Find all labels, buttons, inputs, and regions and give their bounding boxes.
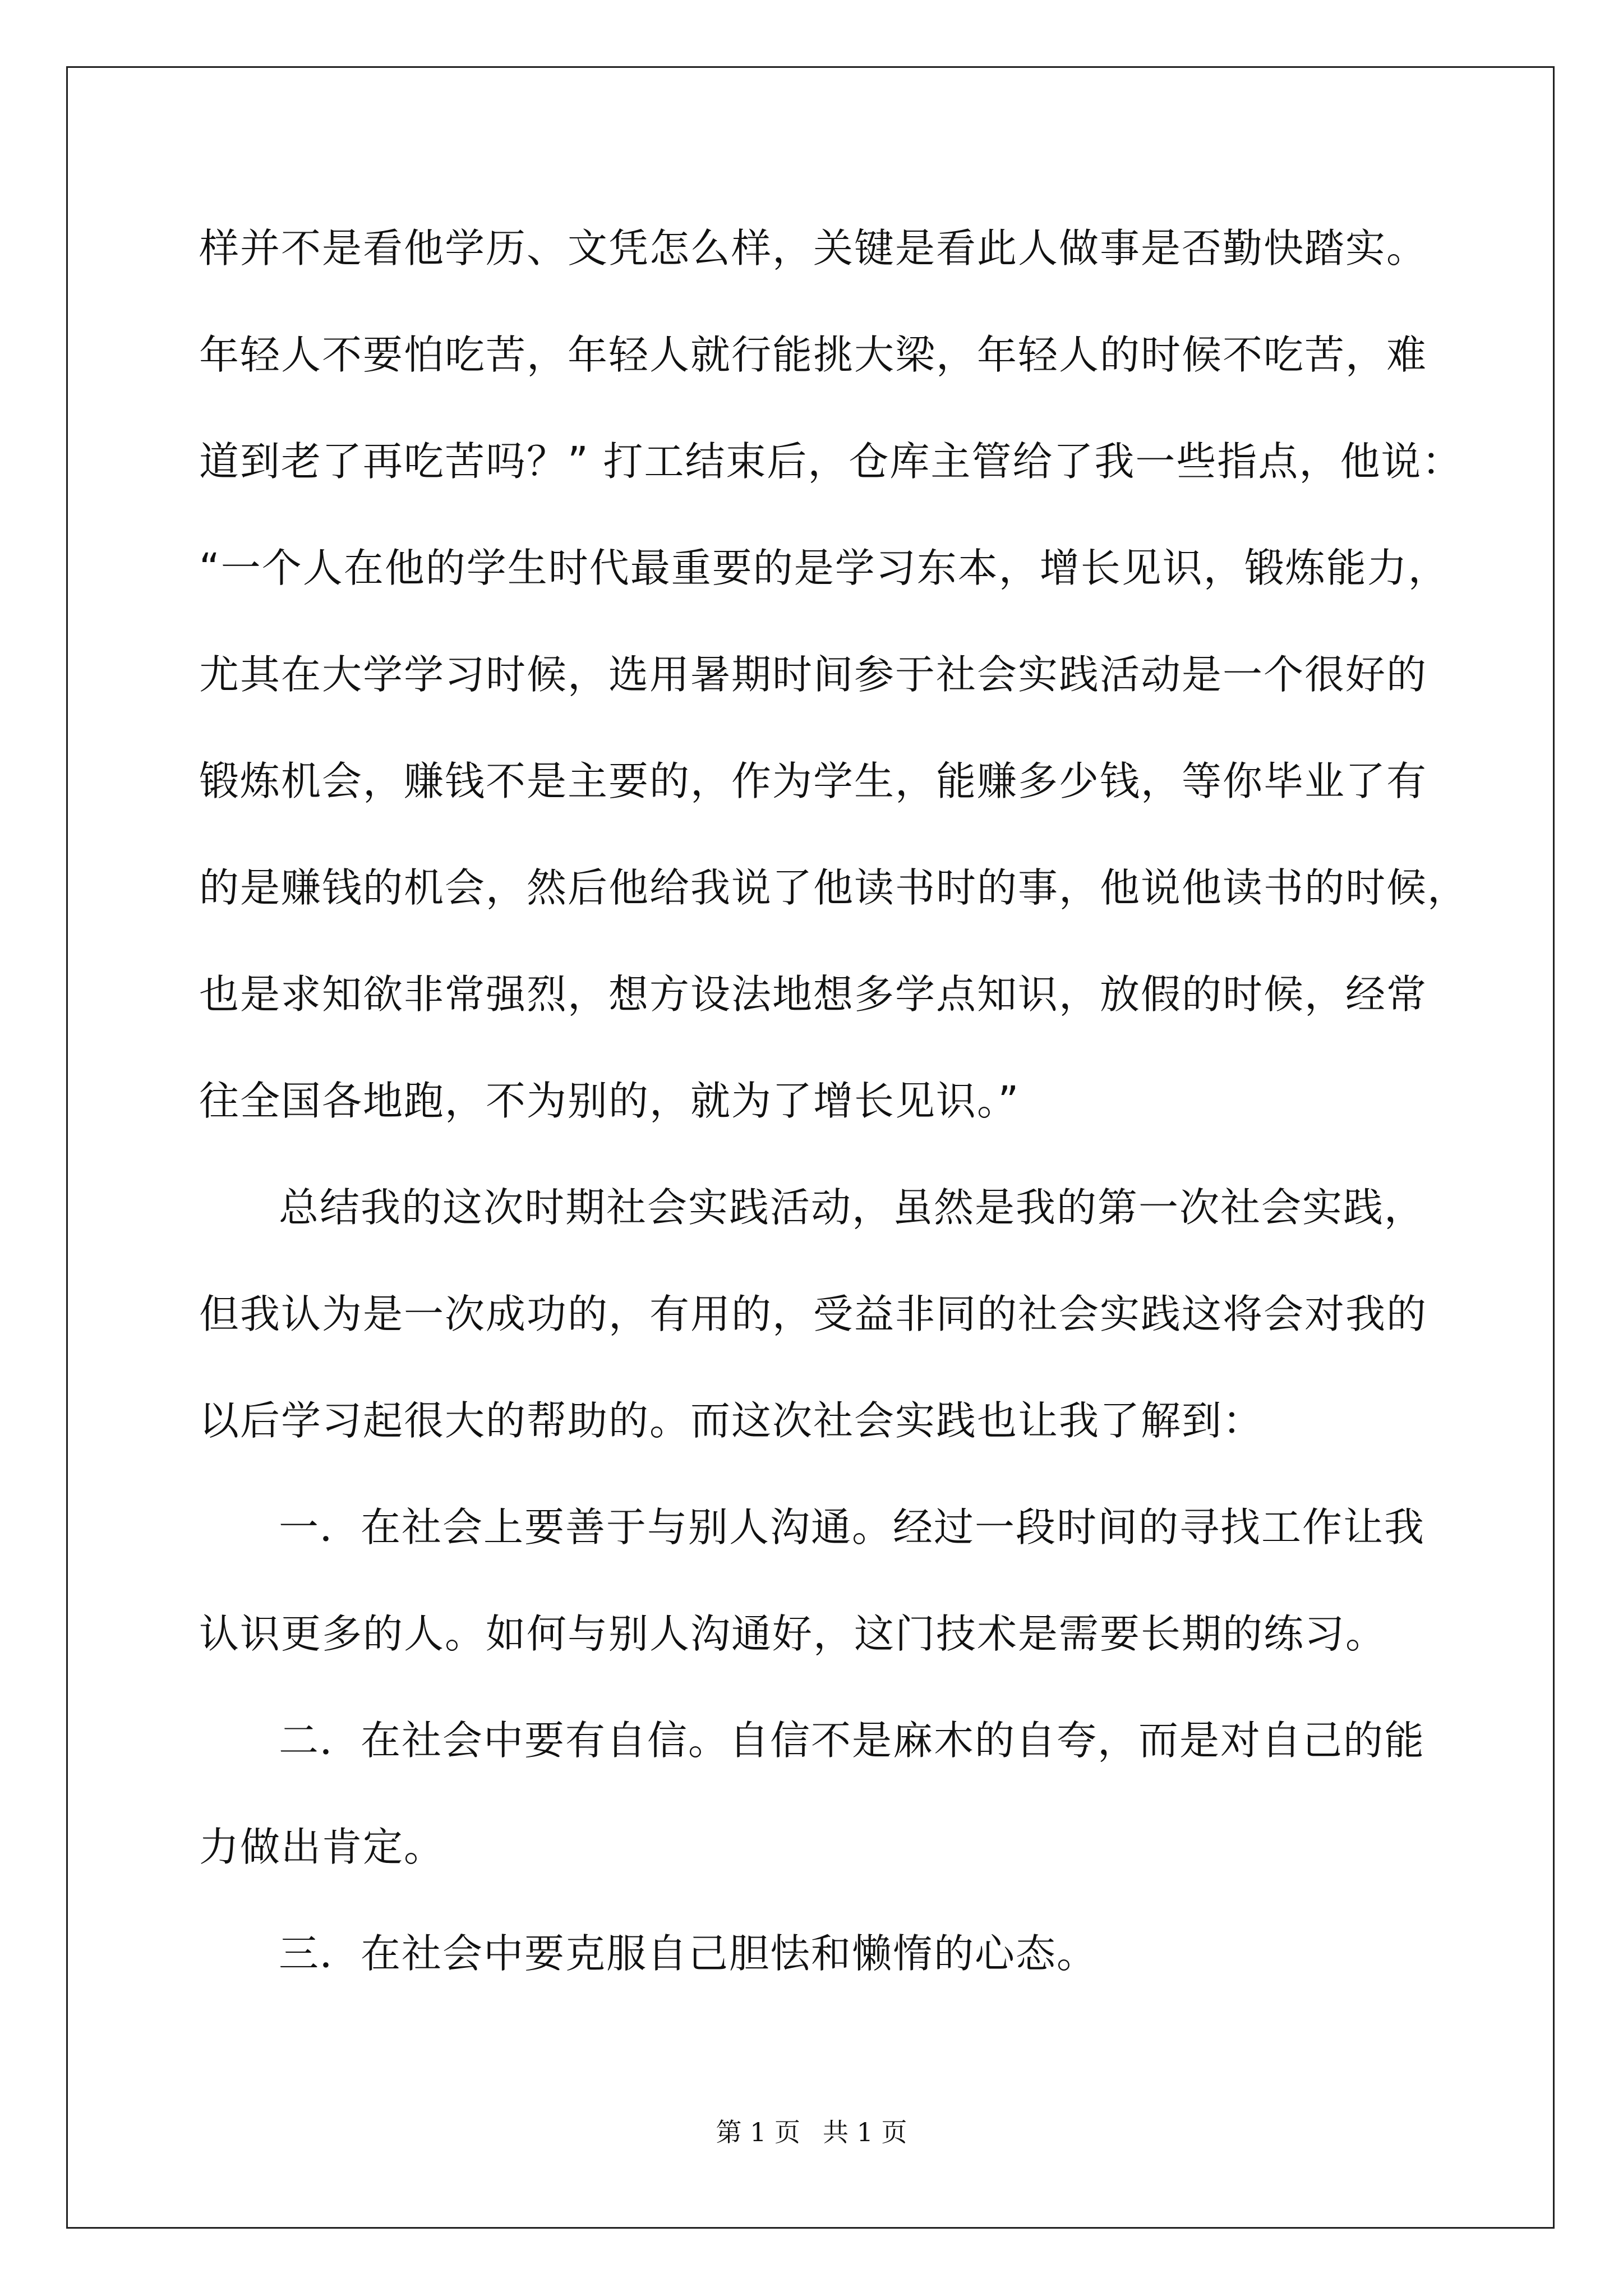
page-footer xyxy=(0,2112,1623,2149)
list-item-three: 三．在社会中要克服自己胆怯和懒惰的心态。 xyxy=(279,1930,1098,1977)
list-item-two: 二．在社会中要有自信。自信不是麻木的自夸，而是对自己的能 xyxy=(279,1717,1426,1764)
text-line: 样并不是看他学历、文凭怎么样，关键是看此人做事是否勤快踏实。 xyxy=(199,225,1428,272)
list-item-one: 一．在社会上要善于与别人沟通。经过一段时间的寻找工作让我 xyxy=(279,1504,1426,1550)
text-line: 但我认为是一次成功的，有用的，受益非同的社会实践这将会对我的 xyxy=(199,1291,1428,1337)
text-line: “一个人在他的学生时代最重要的是学习东本，增长见识，锻炼能力， xyxy=(199,545,1449,591)
paragraph-start-line: 总结我的这次时期社会实践活动，虽然是我的第一次社会实践， xyxy=(279,1184,1426,1231)
text-line: 力做出肯定。 xyxy=(199,1824,445,1870)
text-line: 认识更多的人。如何与别人沟通好，这门技术是需要长期的练习。 xyxy=(199,1611,1387,1657)
text-line: 也是求知欲非常强烈，想方设法地想多学点知识，放假的时候，经常 xyxy=(199,971,1428,1018)
page-number: 第 1 页 xyxy=(716,2117,800,2147)
text-line: 道到老了再吃苦吗？” 打工结束后，仓库主管给了我一些指点，他说： xyxy=(199,438,1463,485)
page-total: 共 1 页 xyxy=(823,2117,907,2147)
text-line: 尤其在大学学习时候，选用暑期时间参于社会实践活动是一个很好的 xyxy=(199,651,1428,698)
text-line: 的是赚钱的机会，然后他给我说了他读书时的事，他说他读书的时候， xyxy=(199,864,1469,911)
text-line: 年轻人不要怕吃苦，年轻人就行能挑大梁，年轻人的时候不吃苦，难 xyxy=(199,332,1428,378)
text-line: 往全国各地跑，不为别的，就为了增长见识。” xyxy=(199,1078,1020,1124)
text-line: 锻炼机会，赚钱不是主要的，作为学生，能赚多少钱，等你毕业了有 xyxy=(199,758,1428,804)
text-line: 以后学习起很大的帮助的。而这次社会实践也让我了解到： xyxy=(199,1397,1264,1444)
document-body xyxy=(199,195,1469,2007)
